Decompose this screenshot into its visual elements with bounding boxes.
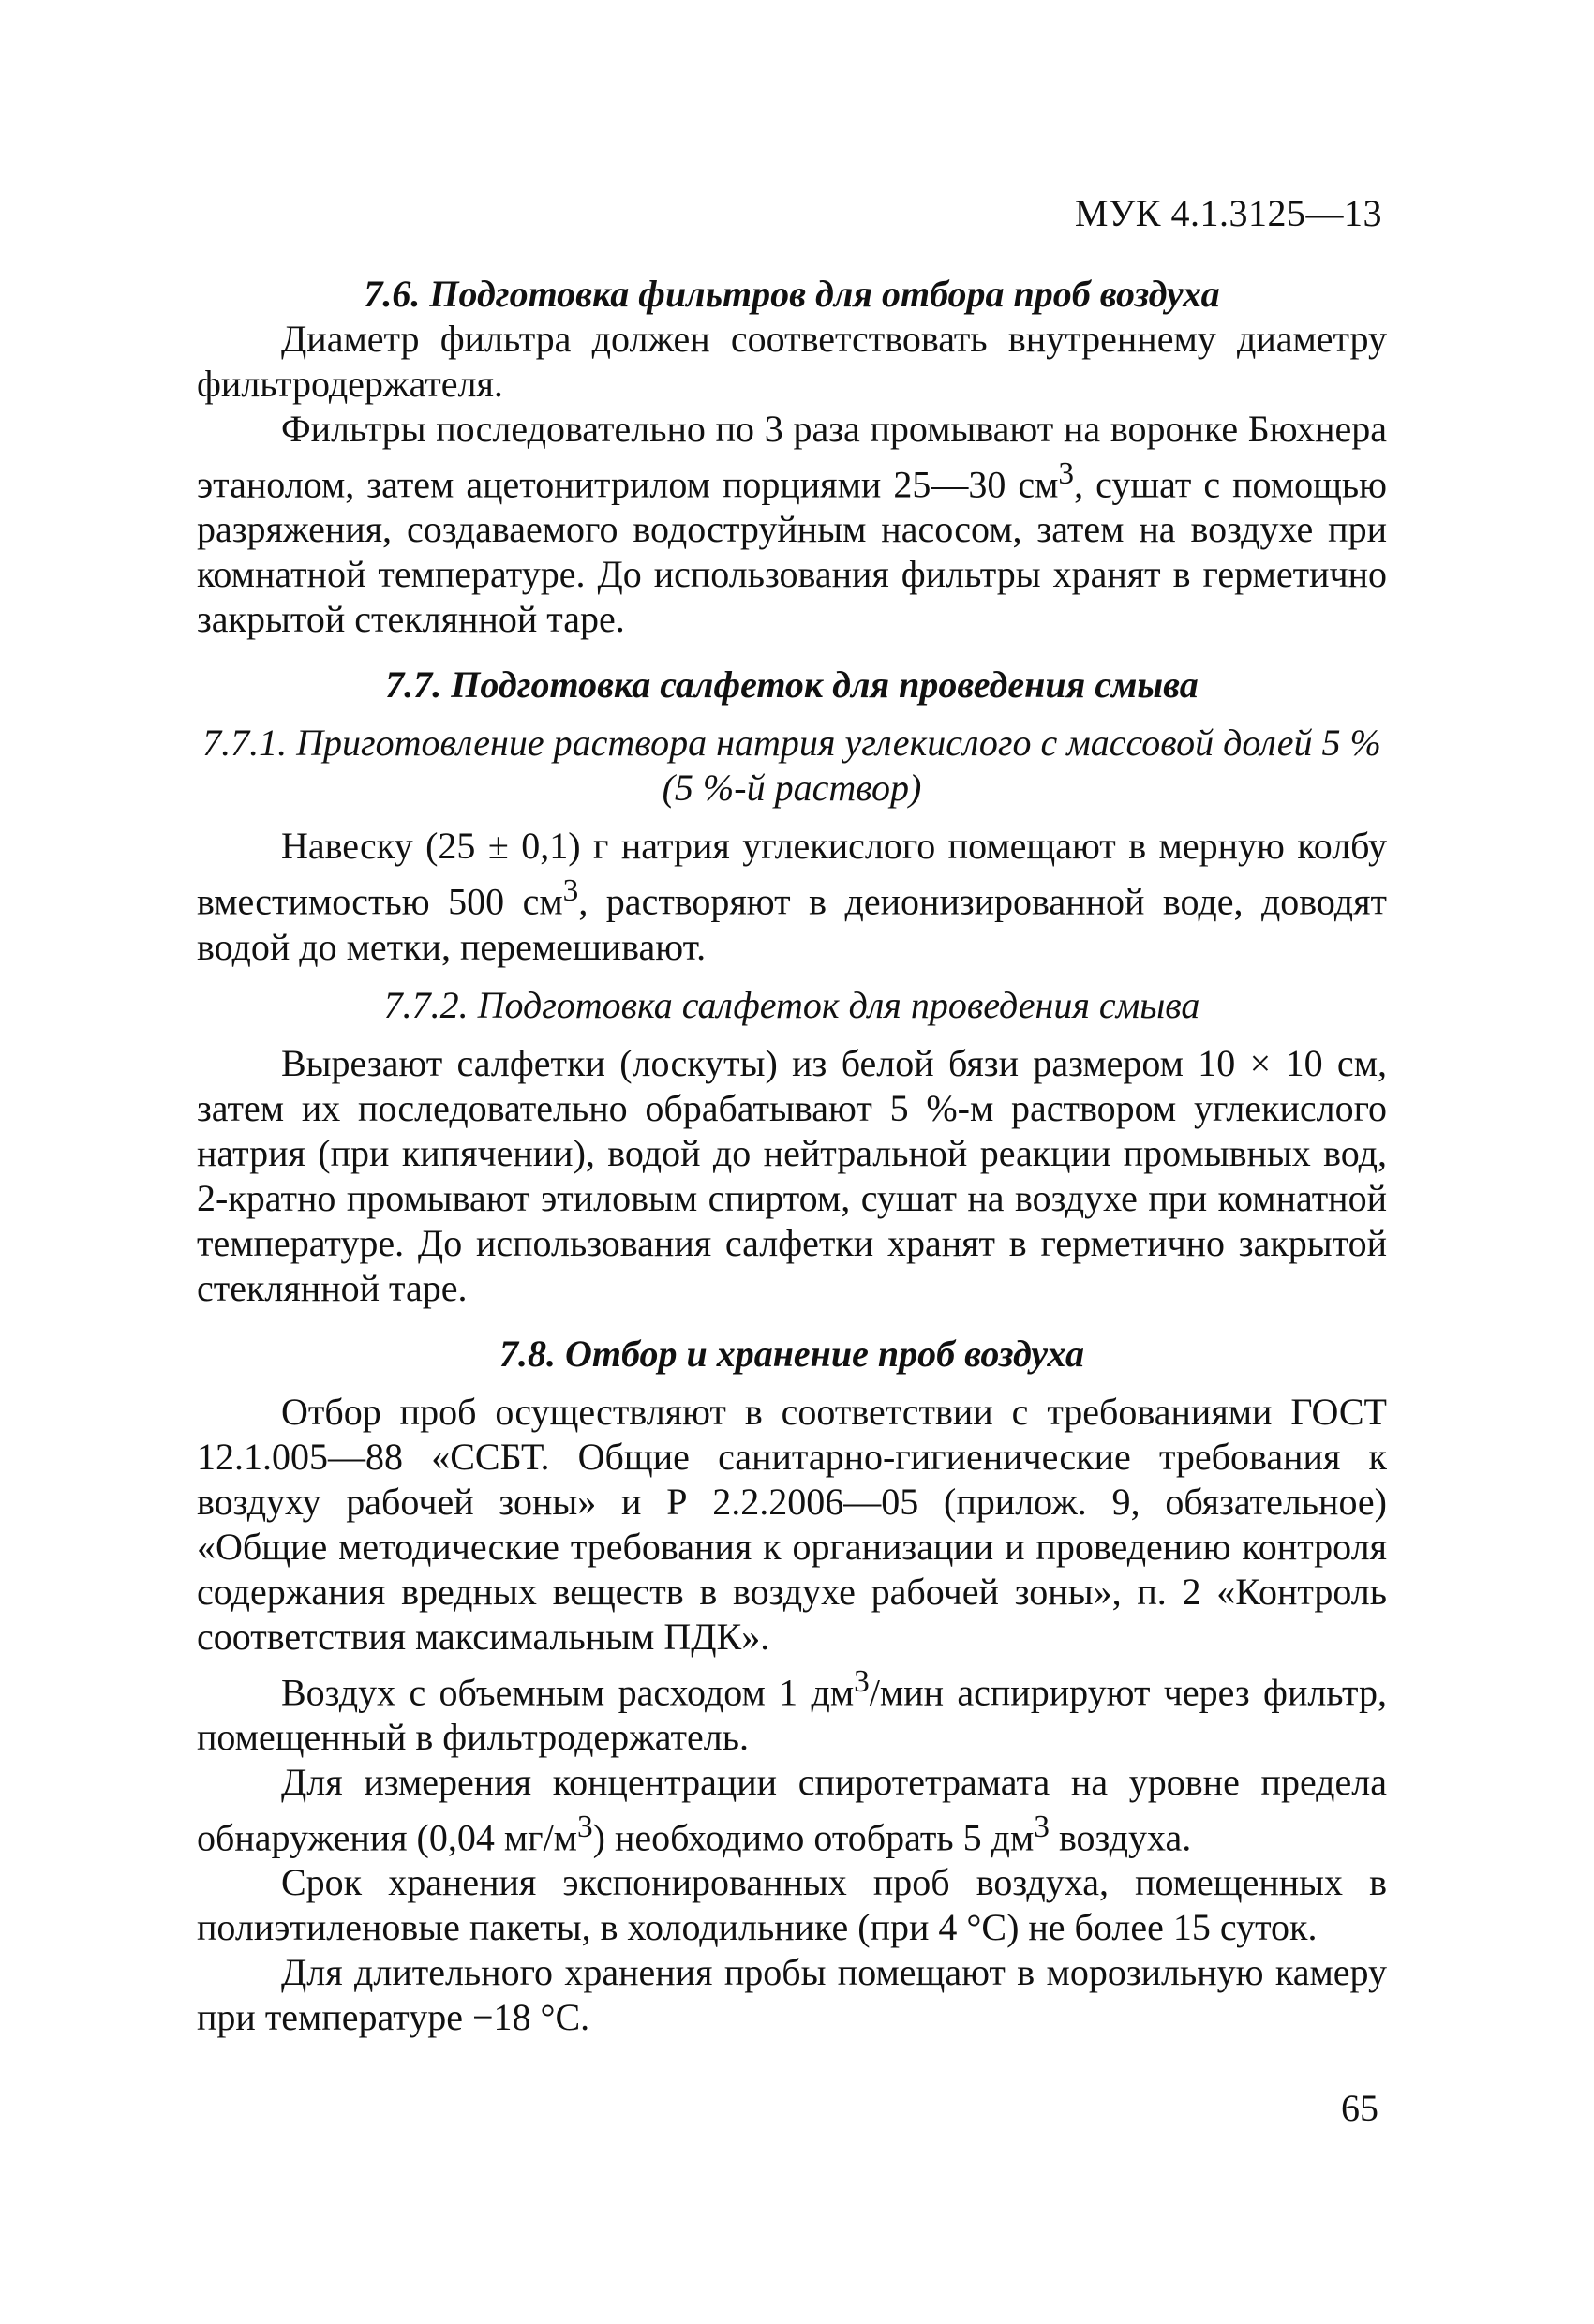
superscript: 3 [562, 873, 579, 909]
section-7-7-heading: 7.7. Подготовка салфеток для проведения смыва [385, 663, 1199, 707]
section-7-8-paragraph-2 [197, 1660, 1387, 1760]
text-run: , сушат с помощью разряжения, создаваемого водоструйным насосом, затем на воздухе при комнатной температуре. До использования фильтры хранят в герметично закрытой стеклянной таре. [197, 463, 1387, 641]
document-body [197, 272, 1387, 2040]
document-code: МУК 4.1.3125—13 [1074, 192, 1382, 234]
section-7-8-paragraph-1: Отбор проб осуществляют в соответствии с требованиями ГОСТ 12.1.005—88 «ССБТ. Общие санитарно-гигиенические требования к воздуху рабочей зоны» и Р 2.2.2006—05 (прилож. 9, обязательное) «Общие методические требования к организации и проведению контроля содержания вредных веществ в воздухе рабочей зоны», п. 2 «Контроль соответствия максимальным ПДК». [197, 1390, 1387, 1658]
section-7-7-2-paragraph: Вырезают салфетки (лоскуты) из белой бязи размером 10 × 10 см, затем их последовательно обрабатывают 5 %-м раствором углекислого натрия (при кипячении), водой до нейтральной реакции промывных вод, 2-кратно промывают этиловым спиртом, сушат на воздухе при комнатной температуре. До использования салфетки хранят в герметично закрытой стеклянной таре. [197, 1041, 1387, 1309]
section-7-6-paragraph-1: Диаметр фильтра должен соответствовать внутреннему диаметру фильтродержателя. [197, 318, 1387, 405]
text-run: Фильтры последовательно по 3 раза промывают на воронке Бюхнера этанолом, затем ацетонитрилом порциями 25—30 см [197, 408, 1387, 506]
superscript: 3 [1058, 456, 1075, 491]
superscript: 3 [1034, 1809, 1050, 1844]
text-run: /мин аспирируют через фильтр, помещенный в фильтродержатель. [197, 1670, 1387, 1758]
section-7-8-paragraph-5: Для длительного хранения пробы помещают в морозильную камеру при температуре −18 °С. [197, 1951, 1387, 2039]
section-7-8-paragraph-3 [197, 1760, 1387, 1860]
text-run: Для измерения концентрации спиротетрамата на уровне предела обнаружения (0,04 мг/м [197, 1760, 1387, 1859]
section-7-7-2-heading: 7.7.2. Подготовка салфеток для проведения смыва [383, 983, 1200, 1026]
section-7-8-heading: 7.8. Отбор и хранение проб воздуха [499, 1332, 1084, 1375]
section-7-6-paragraph-2 [197, 407, 1387, 642]
text-run: Воздух с объемным расходом 1 дм [281, 1670, 855, 1713]
section-7-7-1-heading: 7.7.1. Приготовление раствора натрия углекислого с массовой долей 5 % (5 %-й раствор) [202, 722, 1381, 810]
section-7-8-paragraph-4: Срок хранения экспонированных проб воздуха, помещенных в полиэтиленовые пакеты, в холодильнике (при 4 °С) не более 15 суток. [197, 1861, 1387, 1949]
superscript: 3 [854, 1663, 870, 1699]
text-run: , растворяют в деионизированной воде, доводят водой до метки, перемешивают. [197, 880, 1387, 968]
superscript: 3 [577, 1809, 593, 1844]
page-number: 65 [1341, 2087, 1378, 2129]
text-run: Навеску (25 ± 0,1) г натрия углекислого помещают в мерную колбу вместимостью 500 см [197, 825, 1387, 923]
text-run: воздуха. [1049, 1816, 1192, 1859]
text-run: ) необходимо отобрать 5 дм [592, 1816, 1035, 1859]
section-7-6-heading: 7.6. Подготовка фильтров для отбора проб воздуха [364, 273, 1220, 315]
section-7-7-1-paragraph [197, 824, 1387, 969]
